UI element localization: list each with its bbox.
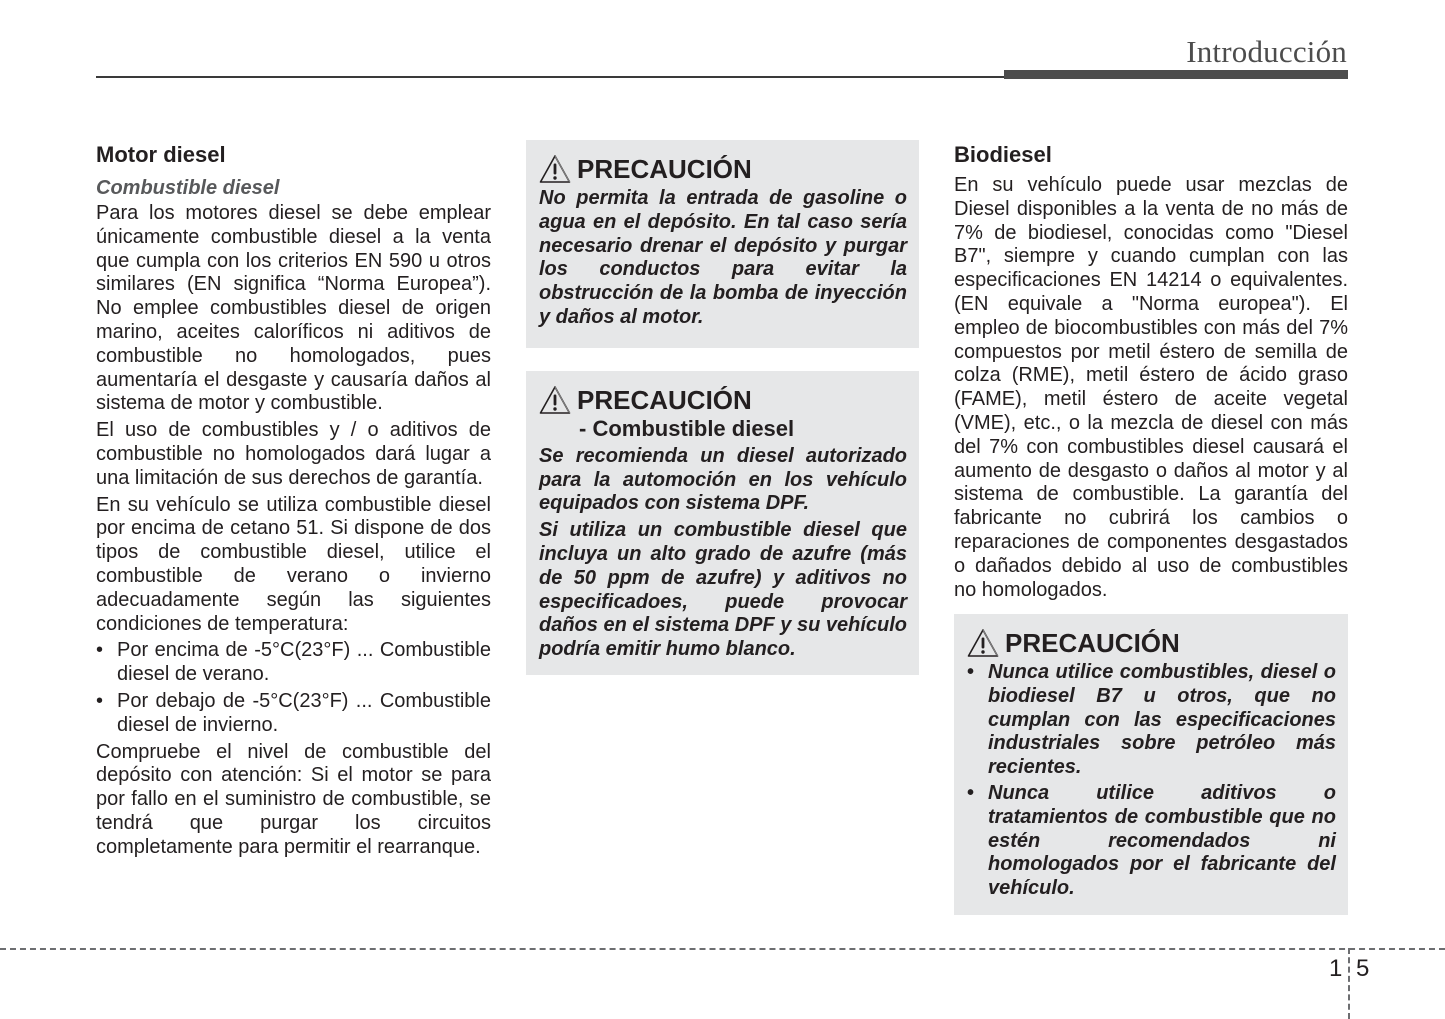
page-header-title: Introducción xyxy=(1186,34,1347,69)
section-heading-motor-diesel: Motor diesel xyxy=(96,142,226,167)
caution-box xyxy=(526,140,919,348)
caution-box xyxy=(526,371,919,675)
bullet: • xyxy=(967,782,975,805)
paragraph: En su vehículo se utiliza combustible diesel por encima de cetano 51. Si dispone de dos tipos de combustible diesel, utilice el combustible de verano o invierno adecuadamente según las siguientes condiciones de temperatura: xyxy=(96,493,491,635)
list-item-text: Nunca utilice combustibles, diesel o biodiesel B7 u otros, que no cumplan con las especificaciones industriales sobre petróleo más recientes. xyxy=(988,661,1336,778)
warning-triangle-icon xyxy=(967,628,999,658)
paragraph: Para los motores diesel se debe emplear únicamente combustible diesel a la venta que cumpla con los criterios EN 590 u otros similares (EN significa “Norma Europea”). No emplee combustibles diesel de origen marino, aceites caloríficos ni aditivos de combustible no homologados, pues aumentaría el desgaste y causaría daños al sistema de motor y combustible. xyxy=(96,202,491,415)
caution-text: No permita la entrada de gasoline o agua en el depósito. En tal caso sería necesario drenar el depósito y purgar los conductos para evitar la obstrucción de la bomba de inyección y daños al motor. xyxy=(539,187,907,328)
list-item xyxy=(96,690,491,738)
section-heading-biodiesel: Biodiesel xyxy=(954,142,1052,167)
footer-dashed-line xyxy=(0,948,1445,950)
list-item xyxy=(96,639,491,687)
paragraph: En su vehículo puede usar mezclas de Diesel disponibles a la venta de no más de 7% de biodiesel, conocidas como "Diesel B7", siempre y cuando cumplan con las especificaciones EN 14214 o equivalentes. (EN equivale a "Norma europea"). El empleo de biocombustibles con más del 7% compuestos por metil éstero de semilla de colza (RME), metil éstero de ácido graso (FAME), metil éstero de aceite vegetal (VME), etc., o la mezcla de diesel con más del 7% con combustibles diesel causará el aumento de desgasto o daños al motor y al sistema de combustible. La garantía del fabricante no cubrirá los cambios o reparaciones de componentes desgastados o dañados debido al uso de combustibles no homologados. xyxy=(954,174,1348,601)
page-number: 5 xyxy=(1356,955,1370,982)
caution-header xyxy=(539,152,907,184)
caution-subtitle: - Combustible diesel xyxy=(579,415,795,441)
caution-title: PRECAUCIÓN xyxy=(577,384,752,415)
list-item xyxy=(967,661,1336,779)
bullet: • xyxy=(96,639,104,662)
paragraph: El uso de combustibles y / o aditivos de combustible no homologados dará lugar a una limitación de sus derechos de garantía. xyxy=(96,419,491,489)
paragraph: Compruebe el nivel de combustible del depósito con atención: Si el motor se para por fallo en el suministro de combustible, se tendrá que purgar los circuitos completamente para permitir el rearranque. xyxy=(96,740,491,858)
header-bar xyxy=(1004,70,1348,79)
caution-text: Si utiliza un combustible diesel que incluya un alto grado de azufre (más de 50 ppm de azufre) y aditivos no especificadoes, puede provocar daños en el sistema DPF y su vehículo podría emitir humo blanco. xyxy=(539,519,907,661)
caution-text: Se recomienda un diesel autorizado para la automoción en los vehículo equipados con sistema DPF. xyxy=(539,444,907,515)
caution-header xyxy=(539,383,907,415)
caution-header xyxy=(967,626,1336,658)
warning-triangle-icon xyxy=(539,154,571,184)
caution-list xyxy=(967,661,1336,900)
list-item xyxy=(967,782,1336,900)
list-item-text: Por encima de -5°C(23°F) ... Combustible diesel de verano. xyxy=(117,639,491,686)
bullet: • xyxy=(96,689,104,712)
subheading-combustible-diesel: Combustible diesel xyxy=(96,177,280,199)
caution-title: PRECAUCIÓN xyxy=(1005,628,1180,659)
chapter-number: 1 xyxy=(1329,955,1343,982)
left-column xyxy=(96,140,491,863)
list-item-text: Nunca utilice aditivos o tratamientos de combustible que no estén recomendados ni homologados por el fabricante del vehículo. xyxy=(988,782,1336,899)
temperature-list xyxy=(96,639,491,737)
caution-title: PRECAUCIÓN xyxy=(577,154,752,184)
right-column xyxy=(954,140,1348,915)
list-item-text: Por debajo de -5°C(23°F) ... Combustible diesel de invierno. xyxy=(117,689,491,736)
middle-column xyxy=(526,140,919,675)
bullet: • xyxy=(967,661,975,684)
caution-box xyxy=(954,614,1348,915)
warning-triangle-icon xyxy=(539,385,571,415)
footer-divider xyxy=(1348,948,1350,1019)
header-rule xyxy=(96,76,1006,78)
